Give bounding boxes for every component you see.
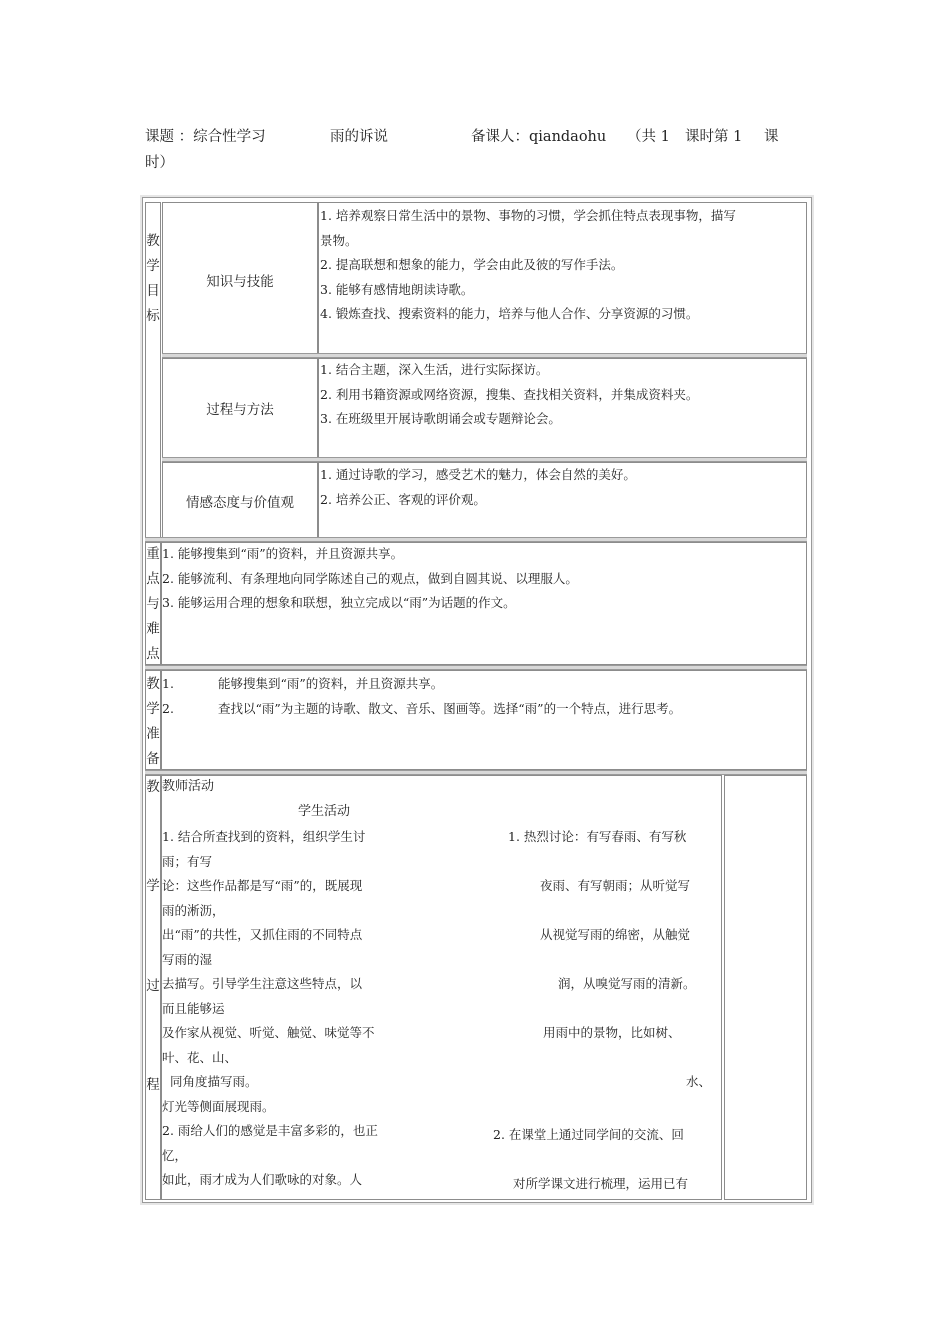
student-line: 对所学课文进行梳理，运用已有 — [513, 1176, 689, 1191]
student-line: 用雨中的景物，比如树、 — [543, 1025, 681, 1040]
preparation-num-2: 2. — [162, 701, 174, 716]
teacher-line: 如此，雨才成为人们歌咏的对象。人 — [162, 1172, 363, 1187]
process-char-1: 学 — [146, 878, 160, 894]
teacher-line: 出“雨”的共性，又抓住雨的不同特点 — [162, 927, 363, 942]
preparation-char-0: 教 — [146, 676, 160, 692]
category-process-method: 过程与方法 — [206, 402, 274, 418]
objectives-char-2: 目 — [146, 283, 160, 299]
teacher-line: 同角度描写雨。 — [162, 1074, 258, 1089]
key-points-char-3: 难 — [146, 621, 160, 637]
key-point-line: 3. 能够运用合理的想象和联想，独立完成以“雨”为话题的作文。 — [162, 595, 516, 610]
process-method-line: 2. 利用书籍资源或网络资源，搜集、查找相关资料，并集成资料夹。 — [320, 386, 699, 402]
topic-title: 雨的诉说 — [330, 129, 388, 145]
teacher-line: 1. 结合所查找到的资料，组织学生讨 — [162, 829, 366, 844]
key-point-line: 2. 能够流利、有条理地向同学陈述自己的观点，做到自圆其说、以理服人。 — [162, 570, 578, 586]
key-point-line: 1. 能够搜集到“雨”的资料，并且资源共享。 — [162, 546, 404, 561]
student-line: 润，从嗅觉写雨的清新。 — [558, 976, 696, 991]
teacher-line: 2. 雨给人们的感觉是丰富多彩的，也正 — [162, 1123, 378, 1138]
teacher-line: 而且能够运 — [162, 1000, 225, 1016]
knowledge-line: 1. 培养观察日常生活中的景物、事物的习惯，学会抓住特点表现事物，描写 — [320, 208, 736, 223]
process-method-lines — [320, 358, 698, 432]
preparation-char-3: 备 — [146, 751, 160, 767]
objectives-char-1: 学 — [146, 258, 160, 274]
preparation-text-1: 能够搜集到“雨”的资料，并且资源共享。 — [218, 676, 444, 691]
knowledge-line: 4. 锻炼查找、搜索资料的能力，培养与他人合作、分享资源的习惯。 — [320, 306, 699, 321]
key-points-char-2: 与 — [146, 596, 160, 612]
attitude-line: 1. 通过诗歌的学习，感受艺术的魅力，体会自然的美好。 — [320, 467, 636, 482]
process-char-3: 程 — [146, 1077, 160, 1093]
knowledge-lines — [320, 204, 736, 327]
preparation-num-1: 1. — [162, 676, 174, 691]
key-points-char-4: 点 — [146, 646, 160, 662]
process-char-2: 过 — [146, 978, 160, 994]
knowledge-line: 3. 能够有感情地朗读诗歌。 — [320, 281, 474, 297]
objectives-char-0: 教 — [146, 233, 160, 249]
preparation-char-2: 准 — [146, 726, 160, 742]
lesson-count-b: 课时第 1 — [685, 129, 743, 145]
knowledge-line: 2. 提高联想和想象的能力，学会由此及彼的写作手法。 — [320, 257, 624, 272]
process-method-line: 3. 在班级里开展诗歌朗诵会或专题辩论会。 — [320, 411, 561, 426]
teacher-line: 去描写。引导学生注意这些特点，以 — [162, 976, 363, 991]
student-activity-heading: 学生活动 — [298, 804, 351, 819]
teacher-activity-heading: 教师活动 — [162, 779, 215, 794]
preparer: 备课人：qiandaohu — [471, 129, 607, 145]
student-line: 从视觉写雨的绵密，从触觉 — [540, 927, 691, 942]
preparation-char-1: 学 — [146, 701, 160, 717]
preparation-text-2: 查找以“雨”为主题的诗歌、散文、音乐、图画等。选择“雨”的一个特点，进行思考。 — [218, 701, 682, 716]
subject-label: 课题 ：综合性学习 — [145, 129, 266, 145]
teacher-line: 雨的淅沥， — [162, 902, 225, 918]
teacher-line: 雨；有写 — [162, 853, 213, 869]
attitude-line: 2. 培养公正、客观的评价观。 — [320, 491, 486, 507]
teacher-line: 写雨的湿 — [162, 951, 213, 967]
lesson-count-a: （共 1 — [627, 129, 670, 145]
key-points-lines — [162, 542, 578, 616]
teacher-line: 灯光等侧面展现雨。 — [162, 1098, 275, 1114]
student-line: 夜雨、有写朝雨；从听觉写 — [540, 878, 691, 893]
teacher-line: 及作家从视觉、听觉、触觉、味觉等不 — [162, 1025, 375, 1040]
student-line: 2. 在课堂上通过同学间的交流、回 — [493, 1127, 684, 1142]
key-points-char-0: 重 — [146, 546, 160, 562]
category-knowledge: 知识与技能 — [206, 274, 274, 290]
lesson-count-c: 课 — [764, 129, 779, 145]
key-points-char-1: 点 — [146, 571, 160, 587]
process-method-line: 1. 结合主题，深入生活，进行实际探访。 — [320, 362, 549, 377]
lesson-count-end: 时） — [145, 155, 174, 171]
objectives-char-3: 标 — [146, 308, 160, 324]
lesson-header — [145, 124, 795, 171]
teacher-line: 忆， — [162, 1147, 188, 1163]
attitude-lines — [320, 463, 636, 512]
student-line: 1. 热烈讨论：有写春雨、有写秋 — [508, 829, 687, 844]
student-line: 水、 — [686, 1074, 712, 1089]
category-attitude-values: 情感态度与价值观 — [186, 495, 294, 511]
process-char-0: 教 — [146, 779, 160, 795]
teacher-activity-lines — [162, 825, 378, 1193]
teacher-line: 叶、花、山、 — [162, 1049, 238, 1065]
teacher-line: 论：这些作品都是写“雨”的，既展现 — [162, 878, 363, 893]
process-notes-cell — [724, 775, 807, 1200]
knowledge-line: 景物。 — [320, 232, 358, 248]
